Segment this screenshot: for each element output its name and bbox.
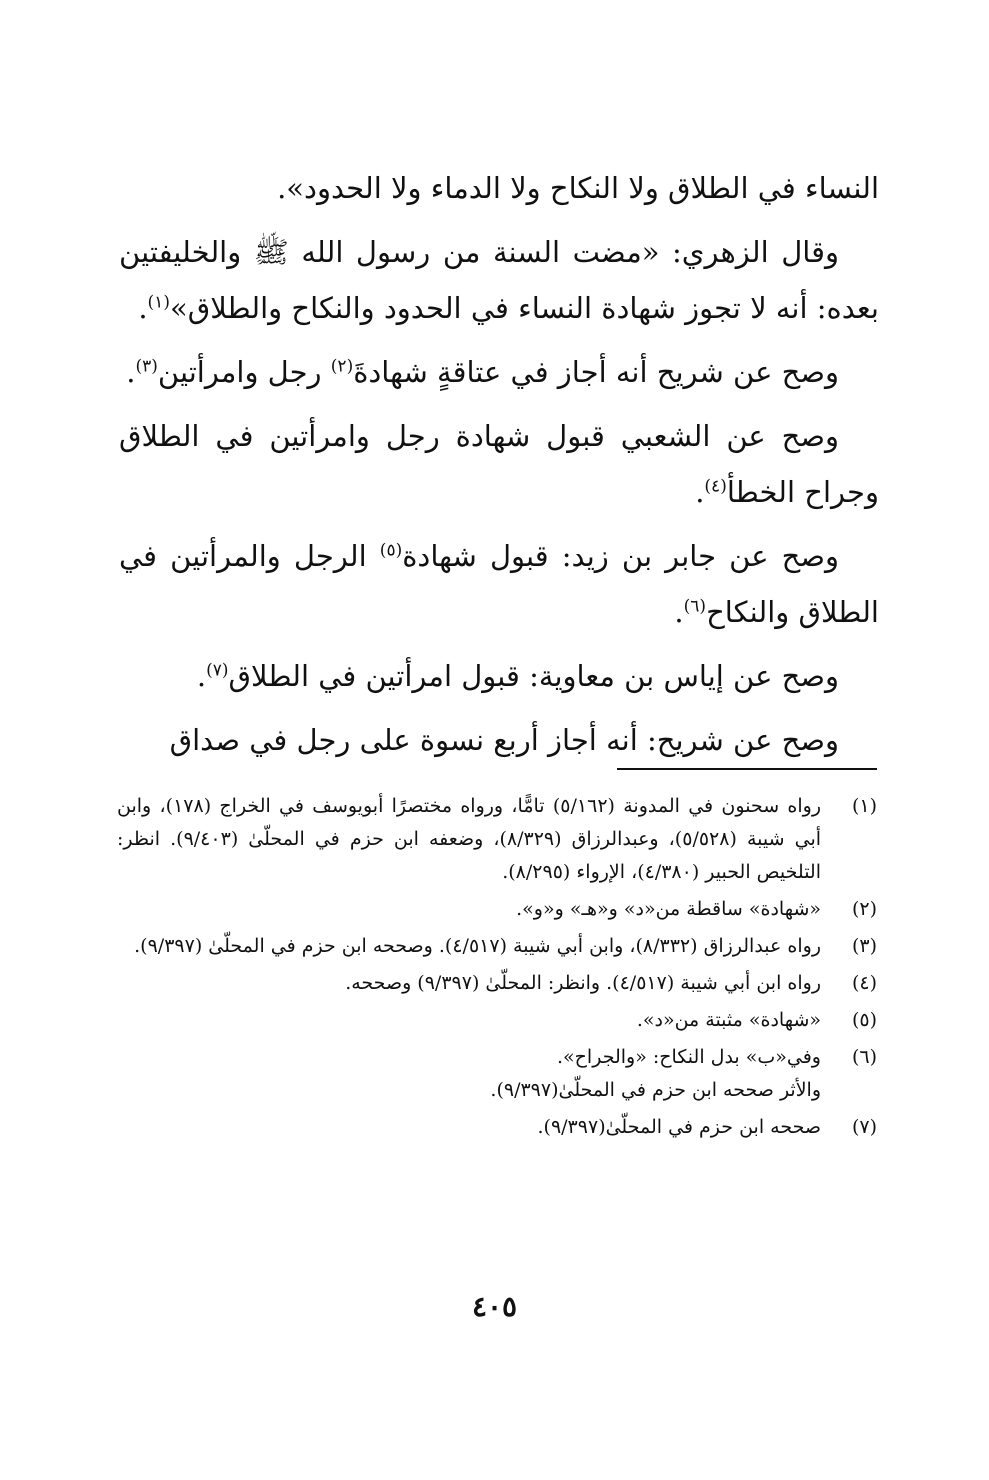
page-number: ٤٠٥	[471, 1290, 518, 1323]
footnote-number: (٤)	[851, 972, 877, 994]
paragraph-tail: .	[196, 659, 207, 693]
footnote-text: وفي«ب» بدل النكاح: «والجراح».	[557, 1046, 821, 1068]
paragraph-text: وصح عن جابر بن زيد: قبول شهادة	[402, 539, 839, 573]
paragraph-iyas	[119, 648, 879, 704]
footnote-text: «شهادة» ساقطة من«د» و«هـ» و«و».	[516, 898, 821, 920]
footnote-text: رواه ابن أبي شيبة (٤/٥١٧). وانظر: المحلّىٰ (٩/٣٩٧) وصححه.	[345, 972, 821, 994]
footnote-ref-3[interactable]: (٣)	[135, 356, 158, 377]
footnote-separator	[617, 768, 877, 770]
footnote	[117, 967, 877, 1000]
footnote-text: رواه سحنون في المدونة (٥/١٦٢) تامًّا، ورواه مختصرًا أبويوسف في الخراج (١٧٨)، وابن أبي شيبة (٥/٥٢٨)، وعبدالرزاق (٨/٣٢٩)، وضعفه ابن حزم في المحلّىٰ (٩/٤٠٣). انظر: التلخيص الحبير (٤/٣٨٠)، الإرواء (٨/٢٩٥).	[117, 795, 822, 883]
paragraph-text: وقال الزهري: «مضت السنة من رسول الله ﷺ والخليفتين بعده: أنه لا تجوز شهادة النساء في الحدود والنكاح والطلاق»	[119, 235, 879, 325]
footnote-number: (٢)	[851, 898, 877, 920]
footnotes	[117, 790, 877, 1148]
footnote	[117, 893, 877, 926]
footnote-number: (٧)	[851, 1116, 877, 1138]
paragraph-text: وصح عن شريح: أنه أجاز أربع نسوة على رجل في صداق	[169, 723, 839, 757]
footnote	[117, 930, 877, 963]
paragraph-text: الرجل والمرأتين في الطلاق والنكاح	[119, 539, 879, 629]
footnote-extra-text: والأثر صححه ابن حزم في المحلّىٰ(٩/٣٩٧).	[490, 1079, 821, 1101]
footnote-number: (٥)	[851, 1009, 877, 1031]
paragraph-tail: .	[126, 355, 136, 389]
footnote	[117, 790, 877, 889]
footnote-ref-4[interactable]: (٤)	[704, 476, 727, 497]
footnote-ref-6[interactable]: (٦)	[683, 596, 707, 617]
footnote	[117, 1041, 877, 1107]
main-text	[119, 160, 879, 776]
footnote-number: (٣)	[851, 935, 877, 957]
footnote	[117, 1004, 877, 1037]
paragraph-text: رجل وامرأتين	[157, 355, 331, 389]
paragraph-tail: .	[674, 595, 684, 629]
paragraph-text: وصح عن إياس بن معاوية: قبول امرأتين في الطلاق	[228, 659, 839, 693]
paragraph-text: وصح عن الشعبي قبول شهادة رجل وامرأتين في الطلاق وجراح الخطأ	[119, 419, 879, 509]
footnote-text: صححه ابن حزم في المحلّىٰ(٩/٣٩٧).	[537, 1116, 821, 1138]
paragraph-shuraih	[119, 344, 879, 400]
paragraph-text: النساء في الطلاق ولا النكاح ولا الدماء ولا الحدود».	[277, 171, 879, 205]
paragraph-continuation	[119, 160, 879, 216]
footnote	[117, 1111, 877, 1144]
paragraph-shuraih-sadaq	[119, 712, 879, 768]
paragraph-tail: .	[138, 291, 148, 325]
footnote-text: «شهادة» مثبتة من«د».	[636, 1009, 821, 1031]
footnote-ref-1[interactable]: (١)	[147, 292, 170, 313]
footnote-ref-7[interactable]: (٧)	[206, 660, 229, 681]
paragraph-zuhri	[119, 224, 879, 336]
paragraph-tail: .	[695, 475, 705, 509]
footnote-body	[117, 1041, 821, 1107]
footnote-number: (١)	[851, 795, 877, 817]
footnote-number: (٦)	[851, 1046, 877, 1068]
footnote-ref-5[interactable]: (٥)	[379, 540, 403, 561]
footnote-ref-2[interactable]: (٢)	[330, 356, 354, 377]
paragraph-shabi	[119, 408, 879, 520]
paragraph-jabir	[119, 528, 879, 640]
footnote-text: رواه عبدالرزاق (٨/٣٣٢)، وابن أبي شيبة (٤/٥١٧). وصححه ابن حزم في المحلّىٰ (٩/٣٩٧).	[134, 935, 821, 957]
paragraph-text: وصح عن شريح أنه أجاز في عتاقةٍ شهادةَ	[353, 355, 839, 389]
